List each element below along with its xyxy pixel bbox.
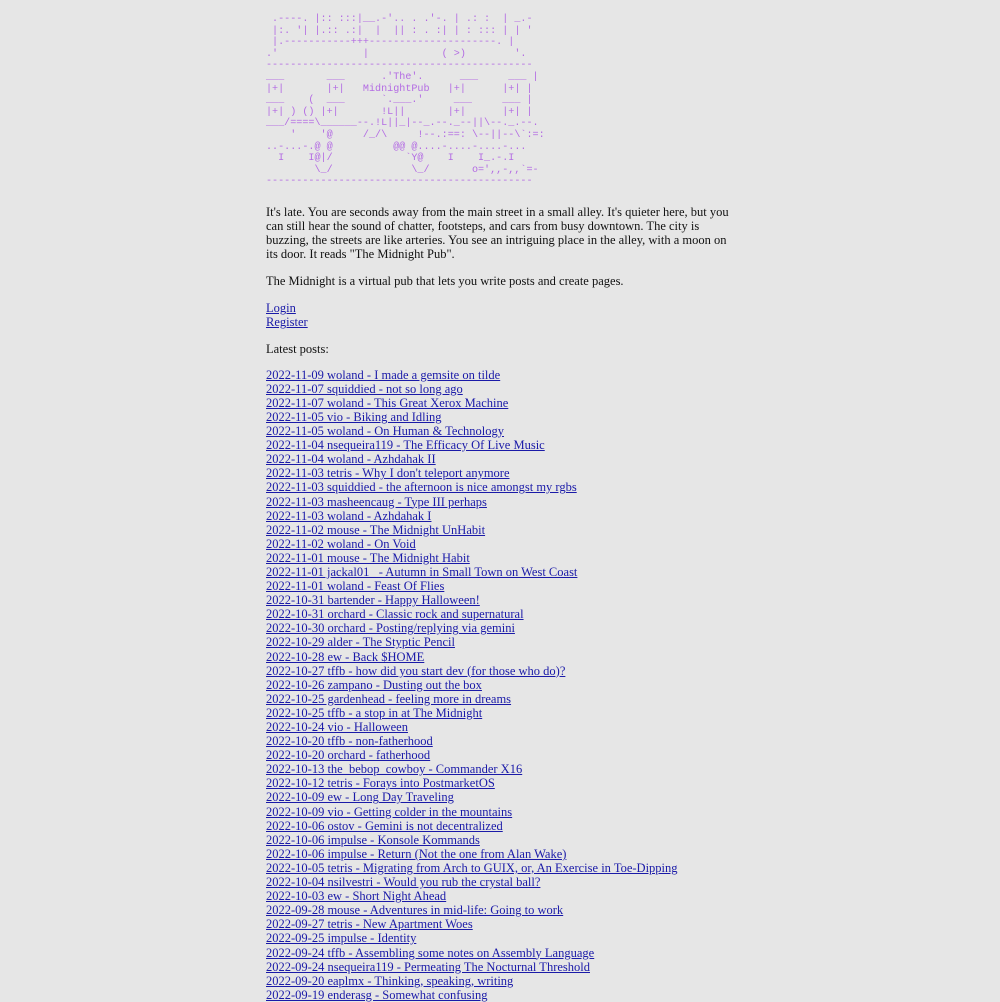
post-link[interactable]: 2022-10-27 tffb - how did you start dev (for those who do)? <box>266 663 566 678</box>
latest-posts-list <box>266 368 736 1002</box>
post-link[interactable]: 2022-11-07 woland - This Great Xerox Machine <box>266 395 509 410</box>
page-content <box>266 0 736 1002</box>
post-link[interactable]: 2022-09-25 impulse - Identity <box>266 931 417 946</box>
post-link[interactable]: 2022-09-20 eaplmx - Thinking, speaking, writing <box>266 973 514 988</box>
post-link[interactable]: 2022-10-06 impulse - Return (Not the one from Alan Wake) <box>266 846 567 861</box>
post-link[interactable]: 2022-09-24 nsequeira119 - Permeating The Nocturnal Threshold <box>266 959 590 974</box>
post-link[interactable]: 2022-11-04 nsequeira119 - The Efficacy Of Live Music <box>266 438 545 453</box>
post-link[interactable]: 2022-11-02 mouse - The Midnight UnHabit <box>266 522 486 537</box>
post-link[interactable]: 2022-11-01 jackal01_ - Autumn in Small Town on West Coast <box>266 564 578 579</box>
post-link[interactable]: 2022-10-29 alder - The Styptic Pencil <box>266 635 455 650</box>
post-link[interactable]: 2022-10-25 gardenhead - feeling more in dreams <box>266 691 512 706</box>
latest-posts-heading: Latest posts: <box>266 341 329 356</box>
post-link[interactable]: 2022-09-24 tffb - Assembling some notes on Assembly Language <box>266 945 595 960</box>
post-link[interactable]: 2022-11-03 tetris - Why I don't teleport anymore <box>266 466 510 481</box>
post-link[interactable]: 2022-11-07 squiddied - not so long ago <box>266 381 463 396</box>
post-link[interactable]: 2022-10-31 bartender - Happy Halloween! <box>266 593 480 608</box>
post-link[interactable]: 2022-10-24 vio - Halloween <box>266 720 408 734</box>
post-link[interactable]: 2022-10-20 orchard - fatherhood <box>266 748 431 763</box>
post-link[interactable]: 2022-11-03 masheencaug - Type III perhaps <box>266 494 487 509</box>
post-link[interactable]: 2022-10-31 orchard - Classic rock and supernatural <box>266 607 524 622</box>
auth-links <box>266 301 736 329</box>
login-link[interactable]: Login <box>266 301 296 316</box>
post-link[interactable]: 2022-10-25 tffb - a stop in at The Midnight <box>266 705 483 720</box>
post-link[interactable]: 2022-10-06 ostov - Gemini is not decentralized <box>266 818 503 833</box>
post-link[interactable]: 2022-10-30 orchard - Posting/replying via gemini <box>266 621 515 636</box>
post-link[interactable]: 2022-11-03 squiddied - the afternoon is nice amongst my rgbs <box>266 480 577 495</box>
post-link[interactable]: 2022-10-13 the_bebop_cowboy - Commander X16 <box>266 762 523 777</box>
post-link[interactable]: 2022-11-02 woland - On Void <box>266 536 416 551</box>
post-link[interactable]: 2022-10-06 impulse - Konsole Kommands <box>266 832 480 847</box>
post-link[interactable]: 2022-11-04 woland - Azhdahak II <box>266 452 436 467</box>
post-link[interactable]: 2022-11-05 vio - Biking and Idling <box>266 409 442 424</box>
intro-paragraph: It's late. You are seconds away from the main street in a small alley. It's quieter here, but you can still hear the sound of chatter, footsteps, and cars from busy downtown. The city is buzzing, the streets are like arteries. You see an intriguing place in the alley, with a moon on its door. It reads "The Midnight Pub". <box>266 204 729 262</box>
post-link[interactable]: 2022-11-03 woland - Azhdahak I <box>266 508 432 523</box>
post-link[interactable]: 2022-10-26 zampano - Dusting out the box <box>266 677 482 692</box>
post-link[interactable]: 2022-10-12 tetris - Forays into PostmarketOS <box>266 776 495 791</box>
register-link[interactable]: Register <box>266 315 308 330</box>
post-link[interactable]: 2022-10-09 vio - Getting colder in the mountains <box>266 804 513 819</box>
post-link[interactable]: 2022-09-28 mouse - Adventures in mid-life: Going to work <box>266 903 564 918</box>
post-link[interactable]: 2022-11-09 woland - I made a gemsite on tilde <box>266 367 501 382</box>
post-link[interactable]: 2022-10-20 tffb - non-fatherhood <box>266 734 433 749</box>
post-link[interactable]: 2022-10-28 ew - Back $HOME <box>266 649 425 664</box>
ascii-banner-midnight-pub: .----. |:: :::|__.-'.. . .'-. | .: : | _.- |:. '| |.:: .:| | || : . :| | : ::: | | ' |.-----------+++---------------------. | .' | ( >) '. -------------------------------------------- ___ ___ .'The'. ___ ___ | |+| |+| MidnightPub |+| |+| | ___ ( ___ `.___.' ___ ___ | |+| ) () |+| !L|| |+| |+| | ___/====\______--.!L||_|--_.--._--||\--._.--. ' '@ /_/\ !--.:==: \--||--\`:=: ..-...-.@ @ @@ @....-....-....-... I I@|/ `Y@ I I_.-.I \_/ \_/ o=',,-,,`=- -------------------------------------------- <box>266 14 545 188</box>
post-link[interactable]: 2022-09-19 enderasg - Somewhat confusing <box>266 987 488 1002</box>
post-link[interactable]: 2022-11-01 mouse - The Midnight Habit <box>266 550 470 565</box>
description-paragraph: The Midnight is a virtual pub that lets you write posts and create pages. <box>266 274 624 289</box>
post-link[interactable]: 2022-10-09 ew - Long Day Traveling <box>266 790 454 805</box>
post-link[interactable]: 2022-09-27 tetris - New Apartment Woes <box>266 917 473 932</box>
post-link[interactable]: 2022-11-01 woland - Feast Of Flies <box>266 579 445 594</box>
post-link[interactable]: 2022-10-04 nsilvestri - Would you rub the crystal ball? <box>266 875 541 890</box>
post-link[interactable]: 2022-10-05 tetris - Migrating from Arch to GUIX, or, An Exercise in Toe-Dipping <box>266 860 678 875</box>
post-link[interactable]: 2022-10-03 ew - Short Night Ahead <box>266 889 447 904</box>
post-link[interactable]: 2022-11-05 woland - On Human & Technology <box>266 424 504 439</box>
